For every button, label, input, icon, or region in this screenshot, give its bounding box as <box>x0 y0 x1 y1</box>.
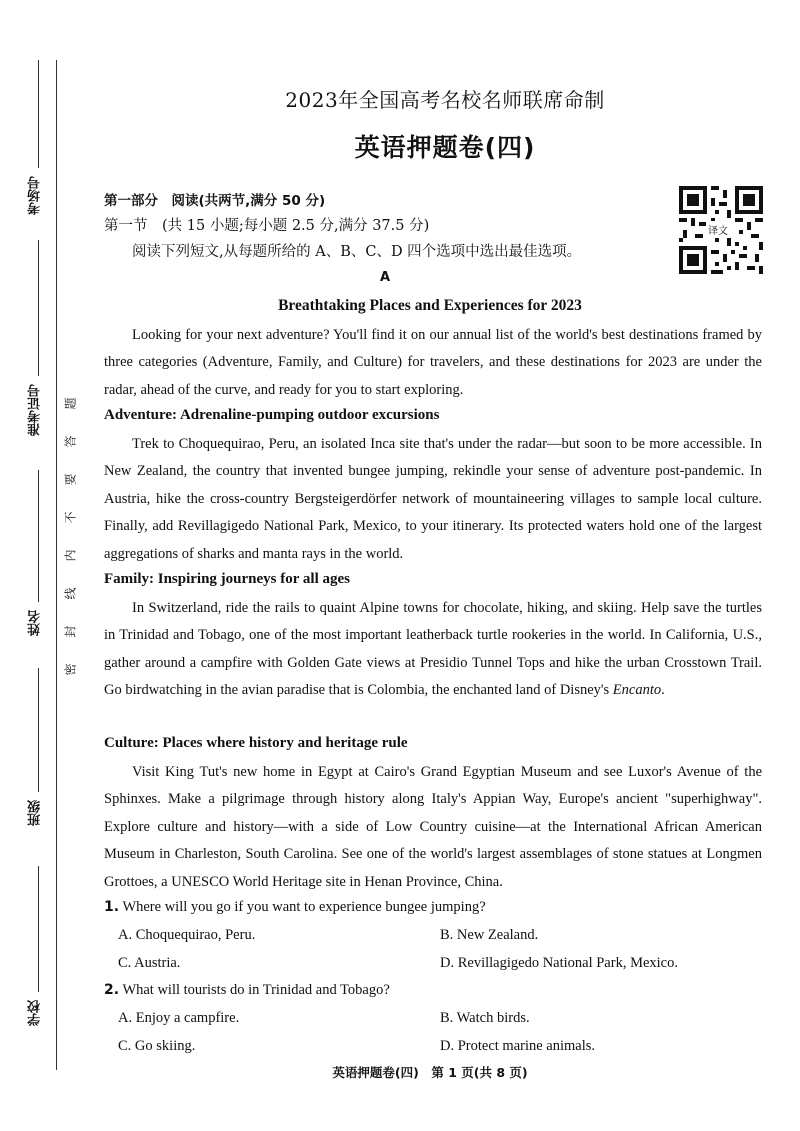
seal-char: 密 <box>63 663 78 676</box>
q2-option-c[interactable]: C. Go skiing. <box>118 1038 196 1054</box>
school-fill-line <box>38 866 39 992</box>
question-text: Where will you go if you want to experience bungee jumping? <box>122 899 486 915</box>
seal-char: 封 <box>63 625 78 638</box>
intro-paragraph: Looking for your next adventure? You'll find it on our annual list of the world's best destinations framed by three categories (Adventure, Family, and Culture) for travelers, and these destinations for 2023 are under the radar, ahead of the curve, and ready for you to start exploring. <box>104 327 762 398</box>
family-heading: Family: Inspiring journeys for all ages <box>104 571 350 587</box>
q1-option-b[interactable]: B. New Zealand. <box>440 927 539 943</box>
q1-option-d[interactable]: D. Revillagigedo National Park, Mexico. <box>440 955 678 971</box>
ticket-no-fill-line <box>38 240 39 376</box>
q2-option-d[interactable]: D. Protect marine animals. <box>440 1038 596 1054</box>
q2-option-b[interactable]: B. Watch birds. <box>440 1010 530 1026</box>
instruction: 阅读下列短文,从每题所给的 A、B、C、D 四个选项中选出最佳选项。 <box>132 244 582 260</box>
name-label: 姓名 <box>28 610 43 636</box>
exam-room-label: 考场号 <box>28 176 43 215</box>
family-text: In Switzerland, ride the rails to quaint Alpine towns for chocolate, hiking, and skiing. Help save the turtles in Trinidad and Tobago, one of the most important leatherback turtle rookeries in the world. In California, U.S., gather around a campfire with Golden Gate views at Presidio Tunnel Tops and hike the urban Crosstown Trail. Go birdwatching in the avian paradise that is Colombia, the enchanted land of Disney's <box>104 600 762 699</box>
binding-margin <box>0 0 90 1131</box>
culture-paragraph: Visit King Tut's new home in Egypt at Cairo's Grand Egyptian Museum and see Luxor's Avenue of the Sphinxes. Make a pilgrimage through history along Italy's Appian Way, Europe's ancient "superhighway". Explore culture and history—with a side of Low Country cuisine—at the International African American Museum in Charleston, South Carolina. See one of the world's largest assemblages of stone statues at Longmen Grottoes, a UNESCO World Heritage site in Henan Province, China. <box>104 764 762 890</box>
seal-char: 内 <box>63 549 78 562</box>
adventure-paragraph: Trek to Choquequirao, Peru, an isolated Inca site that's under the radar—but soon to be more accessible. In New Zealand, the country that invented bungee jumping, rekindle your sense of adventure post-pandemic. In Austria, hike the cross-country Bergsteigerdörfer network of mountaineering villages to sample local culture. Finally, add Revillagigedo National Park, Mexico, to your itinerary. Its protected waters hold one of the largest aggregations of sharks and manta rays in the world. <box>104 436 762 562</box>
seal-char: 线 <box>63 587 78 600</box>
class-label: 班级 <box>28 800 43 826</box>
passage-title: Breathtaking Places and Experiences for 2023 <box>278 297 582 314</box>
exam-title: 2023年全国高考名校名师联席命制 <box>285 88 605 112</box>
question-2 <box>104 982 390 999</box>
name-fill-line <box>38 470 39 602</box>
q2-option-a[interactable]: A. Enjoy a campfire. <box>118 1010 240 1026</box>
family-paragraph <box>104 595 762 705</box>
seal-warning <box>63 395 77 678</box>
q1-option-c[interactable]: C. Austria. <box>118 955 181 971</box>
seal-char: 要 <box>63 473 78 486</box>
family-end: . <box>661 682 665 699</box>
question-number: 1. <box>104 899 120 915</box>
q1-option-a[interactable]: A. Choquequirao, Peru. <box>118 927 256 943</box>
question-text: What will tourists do in Trinidad and Tobago? <box>122 982 390 998</box>
seal-char: 题 <box>63 397 78 410</box>
exam-subtitle: 英语押题卷(四) <box>354 133 536 162</box>
film-title: Encanto <box>612 682 662 699</box>
qr-translation-label: 译文 <box>706 221 730 238</box>
exam-room-fill-line <box>38 60 39 168</box>
question-1 <box>104 899 486 916</box>
part-title: 第一部分 阅读(共两节,满分 50 分) <box>104 193 326 209</box>
question-number: 2. <box>104 982 120 998</box>
seal-char: 答 <box>63 435 78 448</box>
page-footer: 英语押题卷(四) 第 1 页(共 8 页) <box>332 1065 528 1080</box>
seal-line <box>56 60 57 1070</box>
passage-letter: A <box>379 270 391 285</box>
school-label: 学校 <box>28 1000 43 1026</box>
culture-heading: Culture: Places where history and heritage rule <box>104 735 408 751</box>
seal-char: 不 <box>63 511 78 524</box>
class-fill-line <box>38 668 39 792</box>
adventure-heading: Adventure: Adrenaline-pumping outdoor excursions <box>104 407 440 423</box>
section-title: 第一节 (共 15 小题;每小题 2.5 分,满分 37.5 分) <box>104 218 430 234</box>
ticket-no-label: 准考证号 <box>28 384 43 436</box>
